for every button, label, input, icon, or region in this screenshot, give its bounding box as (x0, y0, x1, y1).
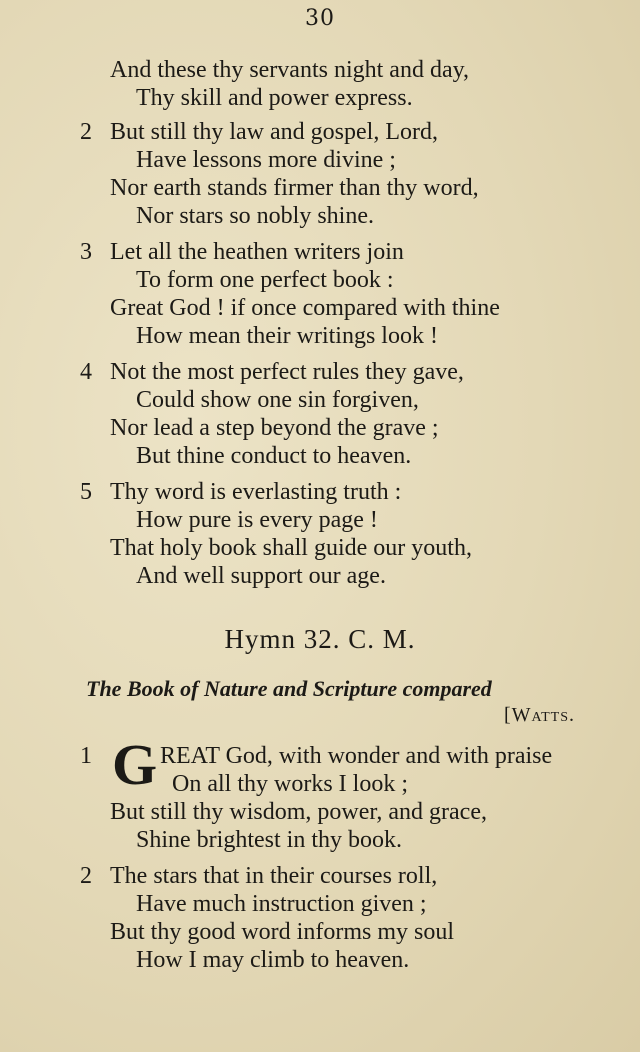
verse-line: And well support our age. (136, 563, 386, 589)
verse-line: On all thy works I look ; (172, 771, 408, 797)
hymn-subtitle: The Book of Nature and Scripture compared (86, 676, 492, 701)
verse-line: The stars that in their courses roll, (110, 863, 438, 889)
verse-line: Have much instruction given ; (136, 891, 427, 917)
verse-line: But thy good word informs my soul (110, 919, 455, 945)
verse-line: Thy skill and power express. (136, 85, 413, 111)
stanza-number: 5 (80, 479, 92, 505)
stanza-number: 2 (80, 863, 92, 889)
hymn-author: [Watts. (504, 704, 575, 726)
verse-line: Nor lead a step beyond the grave ; (110, 415, 439, 441)
verse-line: Thy word is everlasting truth : (110, 479, 402, 505)
verse-line: Shine brightest in thy book. (136, 827, 402, 853)
stanza-number: 1 (80, 743, 92, 769)
verse-line: To form one perfect book : (136, 267, 394, 293)
hymn-heading: Hymn 32. C. M. (224, 624, 416, 654)
page-number: 30 (305, 6, 335, 31)
verse-line: REAT God, with wonder and with praise (160, 743, 553, 769)
stanza-number: 4 (80, 359, 92, 385)
stanza-number: 2 (80, 119, 92, 145)
drop-cap: G (112, 732, 158, 797)
stanza-number: 3 (80, 239, 92, 265)
verse-line: How pure is every page ! (136, 507, 378, 533)
verse-line: Nor stars so nobly shine. (136, 203, 374, 229)
verse-line: Great God ! if once compared with thine (110, 295, 500, 321)
verse-line: Could show one sin forgiven, (136, 387, 419, 413)
verse-line: And these thy servants night and day, (110, 57, 470, 83)
verse-line: How mean their writings look ! (136, 323, 438, 349)
verse-line: That holy book shall guide our youth, (110, 535, 472, 561)
verse-line: How I may climb to heaven. (136, 947, 410, 973)
verse-line: But thine conduct to heaven. (136, 443, 412, 469)
verse-line: Not the most perfect rules they gave, (110, 359, 464, 385)
verse-line: Nor earth stands firmer than thy word, (110, 175, 479, 201)
verse-line: Let all the heathen writers join (110, 239, 404, 265)
verse-line: But still thy wisdom, power, and grace, (110, 799, 487, 825)
verse-line: Have lessons more divine ; (136, 147, 396, 173)
verse-line: But still thy law and gospel, Lord, (110, 119, 438, 145)
